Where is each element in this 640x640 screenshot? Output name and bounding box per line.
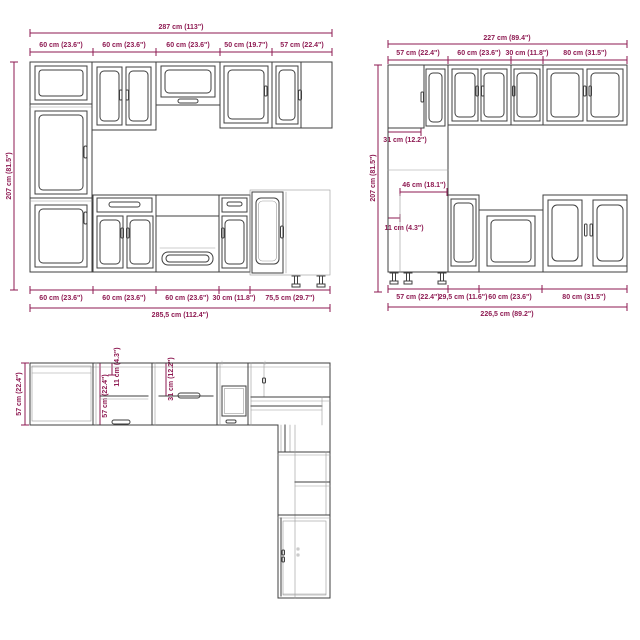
wall-cabinet-two-door bbox=[448, 65, 511, 125]
dim-label-46: 46 cm (18.1") bbox=[402, 182, 446, 189]
dim-label-seg: 60 cm (23.6") bbox=[457, 50, 501, 57]
base-cabinet-appliance bbox=[479, 210, 543, 272]
dim-label-seg: 75,5 cm (29.7") bbox=[265, 295, 315, 302]
wall-cabinet-two-door bbox=[92, 62, 156, 130]
dim-label-seg: 60 cm (23.6") bbox=[166, 42, 210, 49]
base-cabinet-drawer-doors bbox=[93, 195, 156, 272]
dim-label-seg: 60 cm (23.6") bbox=[102, 42, 146, 49]
plan-view bbox=[16, 347, 330, 598]
dim-label-seg: 60 cm (23.6") bbox=[165, 295, 209, 302]
dim-label-seg: 57 cm (22.4") bbox=[396, 50, 440, 57]
front-left-cabinets bbox=[30, 62, 332, 287]
dim-label-total-top: 227 cm (89.4") bbox=[483, 35, 531, 42]
wall-cabinet-wide bbox=[543, 65, 627, 125]
plan-dimensions bbox=[16, 347, 175, 425]
dim-label-seg: 30 cm (11.8") bbox=[505, 50, 549, 57]
wall-cabinet-narrow bbox=[511, 65, 543, 125]
dim-label-seg: 60 cm (23.6") bbox=[39, 42, 83, 49]
dim-label-total-top: 287 cm (113") bbox=[158, 24, 204, 31]
tall-cabinet bbox=[30, 62, 92, 272]
base-cabinet-narrow bbox=[219, 195, 250, 272]
dim-label-depth: 57 cm (22.4") bbox=[16, 372, 23, 416]
oven-housing-cabinet bbox=[156, 195, 219, 272]
hood-wall-cabinet bbox=[156, 62, 220, 105]
dim-label-seg: 80 cm (31.5") bbox=[562, 294, 606, 301]
dim-label-11: 11 cm (4.3") bbox=[384, 225, 424, 232]
dim-label-total-bottom: 285,5 cm (112.4") bbox=[151, 312, 209, 319]
dim-label-total-bottom: 226,5 cm (89.2") bbox=[480, 311, 534, 318]
wall-corner-cabinet bbox=[272, 62, 332, 128]
dim-label-seg: 60 cm (23.6") bbox=[102, 295, 146, 302]
dim-label-seg: 30 cm (11.8") bbox=[212, 295, 256, 302]
front-elevation-left bbox=[6, 24, 332, 319]
dim-label-seg: 57 cm (22.4") bbox=[396, 294, 440, 301]
front-elevation-right bbox=[370, 35, 627, 318]
tall-unit bbox=[388, 65, 448, 284]
corner-base-cabinet bbox=[250, 190, 330, 287]
plan-cabinets bbox=[30, 361, 330, 598]
dim-label-seg: 60 cm (23.6") bbox=[488, 294, 532, 301]
dim-label-seg: 50 cm (19.7") bbox=[224, 42, 268, 49]
dim-label-seg: 60 cm (23.6") bbox=[39, 295, 83, 302]
dim-label-57: 57 cm (22.4") bbox=[102, 374, 109, 418]
dim-label-height: 207 cm (81.5") bbox=[370, 154, 377, 202]
front-right-cabinets bbox=[388, 65, 627, 284]
dim-label-31: 31 cm (12.2") bbox=[383, 137, 427, 144]
dim-label-height: 207 cm (81.5") bbox=[6, 152, 13, 200]
dim-label-seg: 29,5 cm (11.6") bbox=[438, 294, 488, 301]
dim-label-31: 31 cm (12.2") bbox=[168, 357, 175, 401]
base-cabinet-filler bbox=[448, 195, 479, 272]
dim-label-seg: 80 cm (31.5") bbox=[563, 50, 607, 57]
base-cabinet-wide bbox=[543, 195, 627, 272]
front-right-dimensions bbox=[370, 35, 627, 318]
dim-label-seg: 57 cm (22.4") bbox=[280, 42, 324, 49]
wall-cabinet-single-door bbox=[220, 62, 272, 128]
dim-label-11: 11 cm (4.3") bbox=[114, 347, 121, 387]
